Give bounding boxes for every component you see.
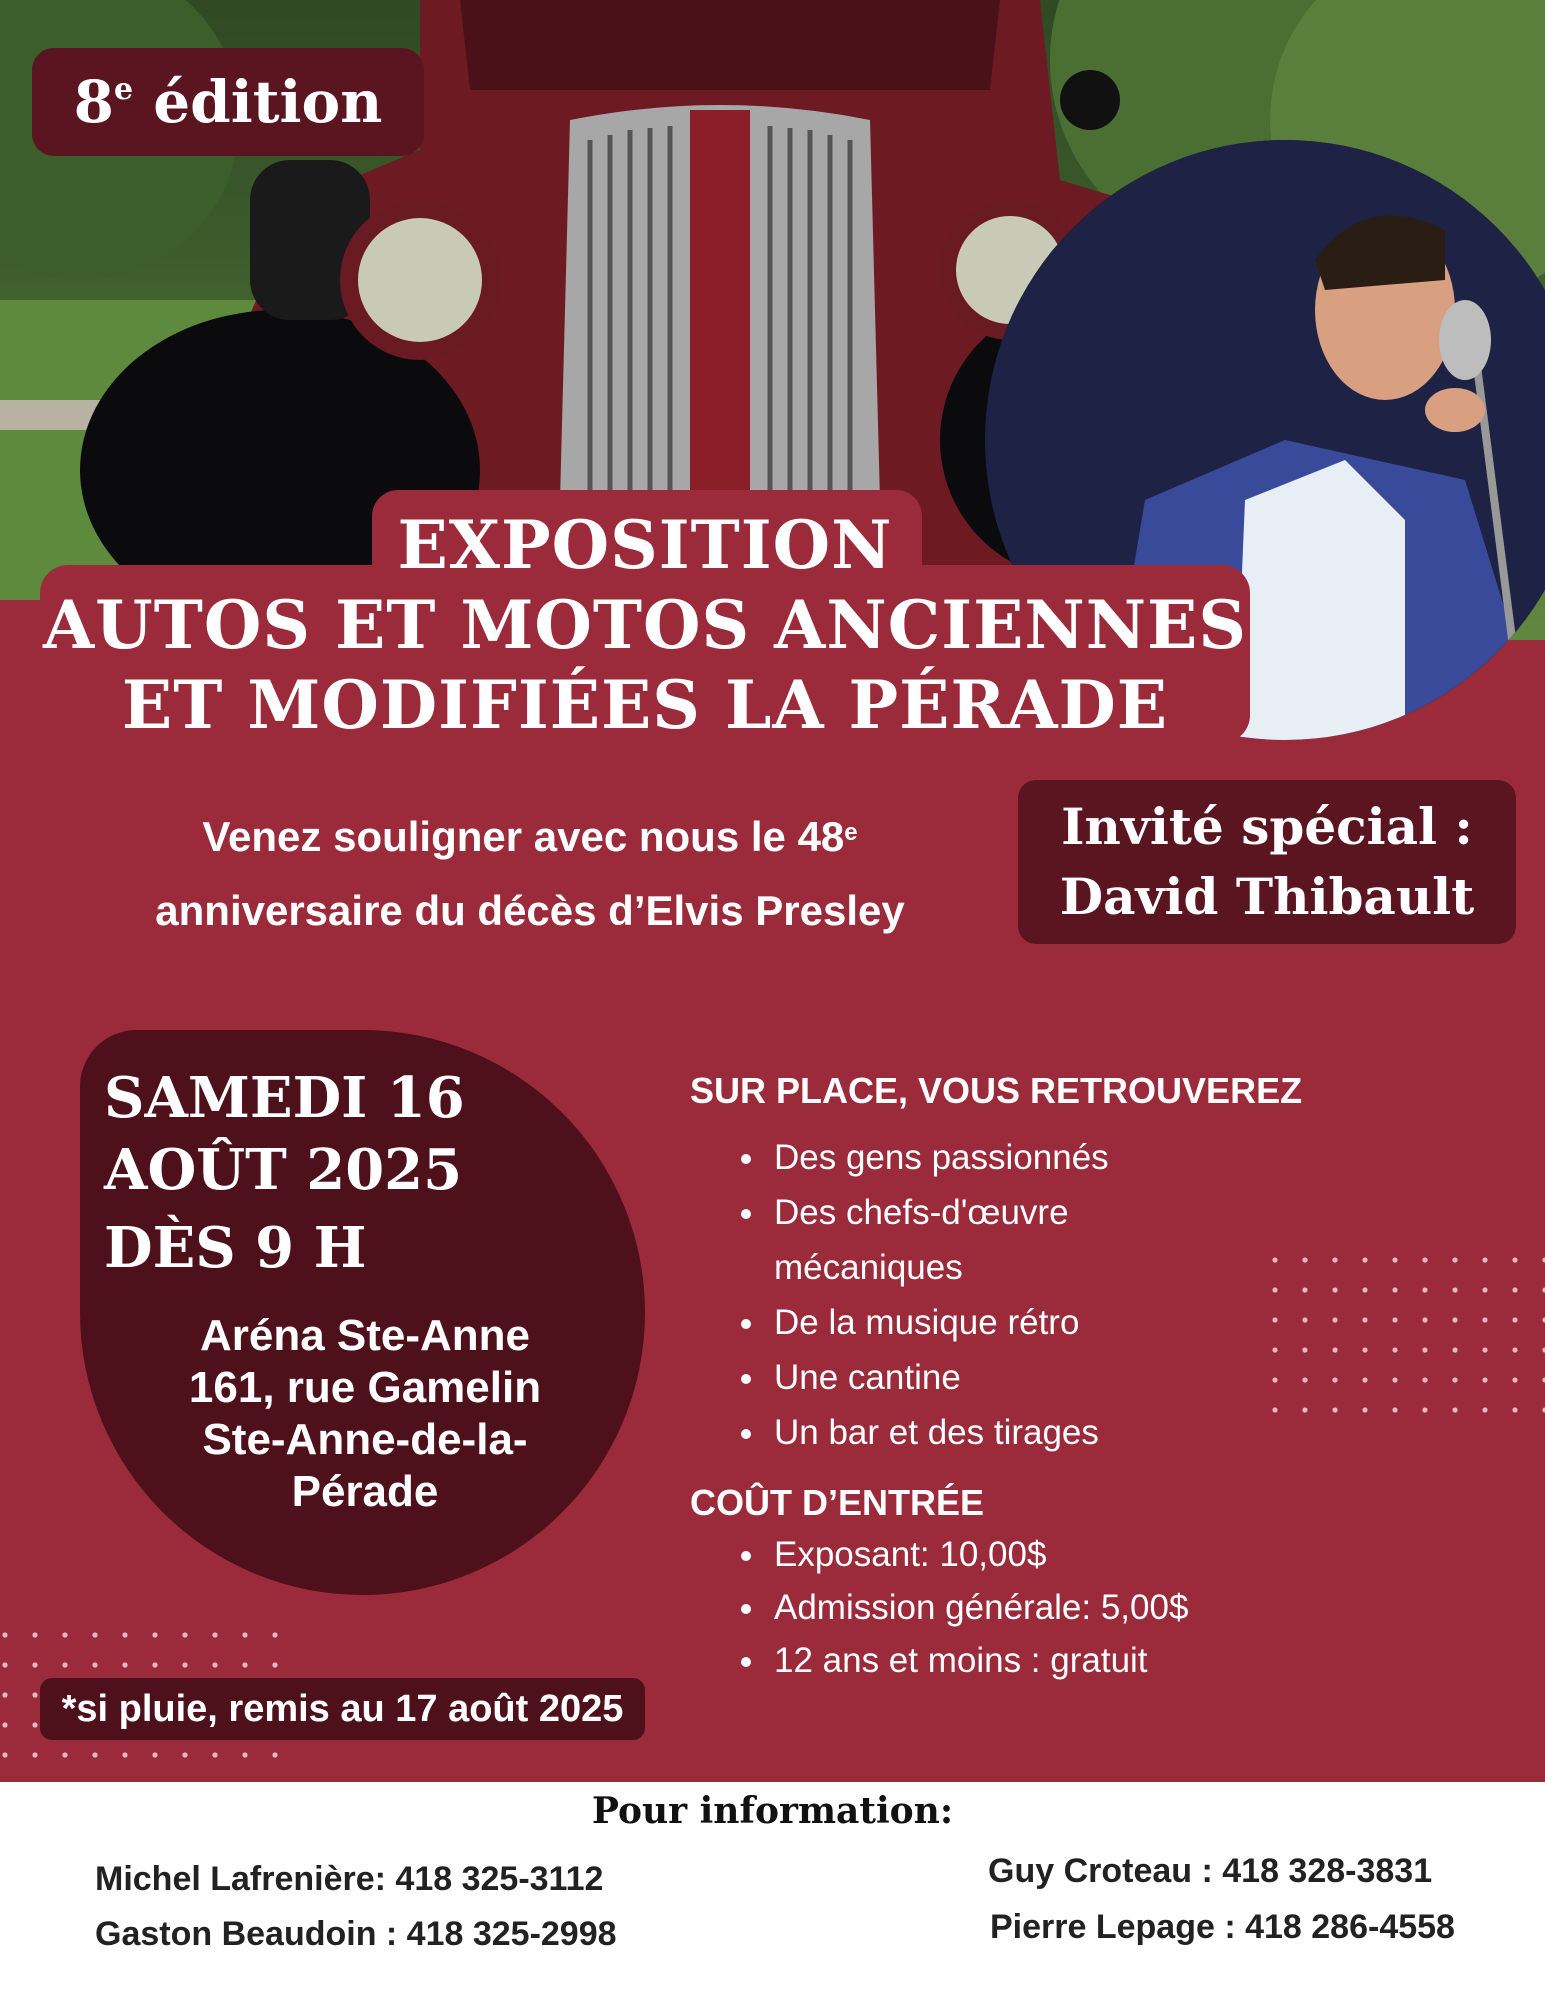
venue-line-2: 161, rue Gamelin bbox=[188, 1363, 542, 1412]
edition-word: édition bbox=[153, 68, 383, 136]
date-line-2: AOÛT 2025 bbox=[104, 1137, 463, 1203]
info-title: Pour information: bbox=[591, 1790, 954, 1832]
dot-pattern-right bbox=[1270, 1255, 1545, 1415]
event-date bbox=[104, 1062, 465, 1284]
cost-heading: COÛT D’ENTRÉE bbox=[690, 1482, 985, 1523]
list-item: • Un bar et des tirages bbox=[768, 1405, 1109, 1460]
venue-line-3: Ste-Anne-de-la- bbox=[202, 1415, 528, 1464]
venue-line-1: Aréna Ste-Anne bbox=[199, 1311, 531, 1360]
venue-line-4: Pérade bbox=[291, 1467, 439, 1516]
contact-pierre: Pierre Lepage : 418 286-4558 bbox=[990, 1908, 1455, 1946]
contact-gaston: Gaston Beaudoin : 418 325-2998 bbox=[95, 1915, 617, 1953]
list-item: • De la musique rétro bbox=[768, 1295, 1109, 1350]
title-line-3: ET MODIFIÉES LA PÉRADE bbox=[121, 666, 1169, 744]
date-line-1: SAMEDI 16 bbox=[104, 1065, 465, 1131]
event-title bbox=[40, 505, 1250, 745]
guest-name: David Thibault bbox=[1059, 867, 1475, 926]
list-item: • Des chefs-d'œuvre bbox=[768, 1185, 1109, 1240]
rain-date-note: *si pluie, remis au 17 août 2025 bbox=[40, 1678, 645, 1740]
onsite-list bbox=[730, 1130, 1109, 1460]
tagline bbox=[80, 800, 980, 948]
date-line-3: DÈS 9 H bbox=[104, 1215, 367, 1281]
edition-badge bbox=[32, 48, 424, 156]
list-item: • Exposant: 10,00$ bbox=[768, 1528, 1188, 1581]
title-line-1: EXPOSITION bbox=[397, 506, 893, 584]
tagline-line-2: anniversaire du décès d’Elvis Presley bbox=[155, 887, 905, 934]
cost-list bbox=[730, 1528, 1188, 1687]
edition-number: 8 bbox=[73, 68, 114, 136]
onsite-heading: SUR PLACE, VOUS RETROUVEREZ bbox=[690, 1070, 1303, 1111]
special-guest-box bbox=[1018, 780, 1516, 944]
list-item: mécaniques bbox=[774, 1248, 963, 1287]
guest-label: Invité spécial : bbox=[1061, 797, 1473, 856]
contact-guy: Guy Croteau : 418 328-3831 bbox=[988, 1852, 1433, 1890]
venue-address bbox=[120, 1310, 610, 1518]
tagline-sup: e bbox=[844, 819, 858, 846]
tagline-line-1: Venez souligner avec nous le 48 bbox=[202, 813, 845, 860]
contact-michel: Michel Lafrenière: 418 325-3112 bbox=[95, 1860, 604, 1898]
list-item: • Admission générale: 5,00$ bbox=[768, 1581, 1188, 1634]
title-line-2: AUTOS ET MOTOS ANCIENNES bbox=[42, 586, 1248, 664]
edition-sup: e bbox=[113, 72, 134, 107]
list-item: • Des gens passionnés bbox=[768, 1130, 1109, 1185]
list-item: • Une cantine bbox=[768, 1350, 1109, 1405]
list-item: • 12 ans et moins : gratuit bbox=[768, 1634, 1188, 1687]
